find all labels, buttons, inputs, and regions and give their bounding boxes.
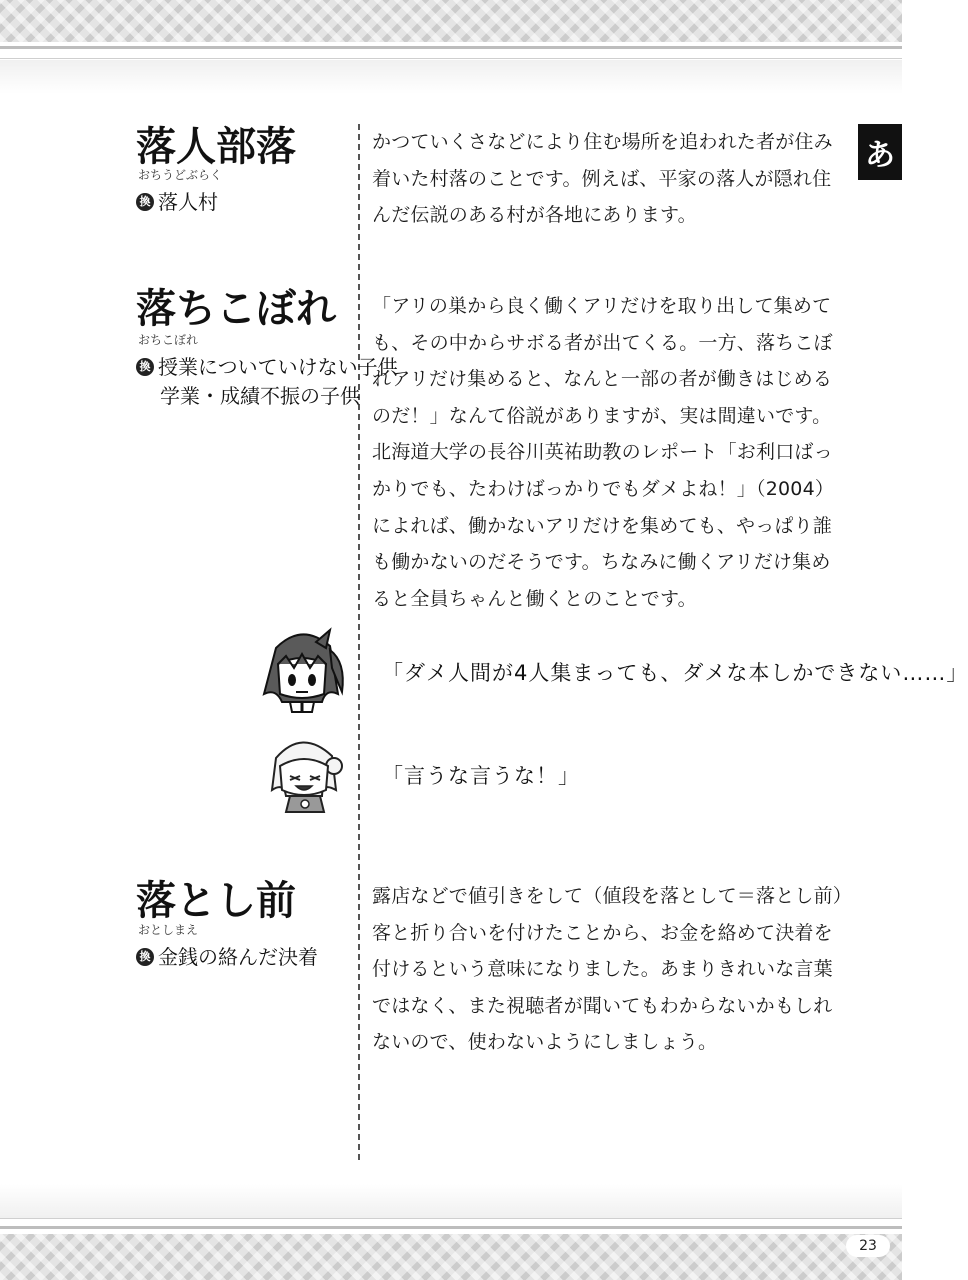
page-number: 23 <box>846 1235 890 1257</box>
entry-synonym <box>136 189 218 215</box>
entry-term: 落ちこぼれ <box>136 286 336 332</box>
dialogue-line: 「ダメ人間が4人集まっても、ダメな本しかできない……」 <box>382 661 968 685</box>
dark-haired-chibi-icon <box>256 628 348 712</box>
entry-reading: おちうどぶらく <box>138 168 223 182</box>
body-line: んだ伝説のある村が各地にあります。 <box>372 204 697 227</box>
body-line: 露店などで値引きをして（値段を落として＝落とし前） <box>372 885 853 907</box>
body-line: のだ！」なんて俗説がありますが、実は間違いです。 <box>372 404 832 427</box>
body-line: 北海道大学の長谷川英祐助教のレポート「お利口ばっ <box>372 441 833 464</box>
body-line: も、その中からサボる者が出てくる。一方、落ちこぼ <box>372 331 833 354</box>
top-rule-thin <box>0 58 902 59</box>
body-line: 付けるという意味になりました。あまりきれいな言葉 <box>372 958 833 981</box>
bottom-rule-thin <box>0 1218 902 1219</box>
synonym-mark-icon: 換 <box>136 948 154 966</box>
top-fade <box>0 60 902 94</box>
entry-synonym <box>136 944 318 970</box>
body-line: 「アリの巣から良く働くアリだけを取り出して集めて <box>372 295 832 317</box>
entry-term: 落とし前 <box>136 878 296 924</box>
synonym-text: 金銭の絡んだ決着 <box>158 945 318 969</box>
body-line: かりでも、たわけばっかりでもダメよね！」（2004） <box>372 477 835 500</box>
top-plaid-border <box>0 0 902 42</box>
bottom-fade <box>0 1184 902 1218</box>
body-line: 客と折り合いを付けたことから、お金を絡めて決着を <box>372 921 833 944</box>
body-line: かつていくさなどにより住む場所を追われた者が住み <box>372 131 833 153</box>
synonym-mark-icon: 換 <box>136 193 154 211</box>
body-line: ではなく、また視聴者が聞いてもわからないかもしれ <box>372 994 833 1017</box>
body-line: ないので、使わないようにしましょう。 <box>372 1031 718 1054</box>
body-line: 着いた村落のことです。例えば、平家の落人が隠れ住 <box>372 167 832 190</box>
synonym-text: 学業・成績不振の子供 <box>160 384 360 408</box>
synonym-mark-icon: 換 <box>136 358 154 376</box>
body-line: ると全員ちゃんと働くとのことです。 <box>372 587 697 610</box>
bottom-rule <box>0 1226 902 1229</box>
body-line: も働かないのだそうです。ちなみに働くアリだけ集め <box>372 551 831 574</box>
body-line: によれば、働かないアリだけを集めても、やっぱり誰 <box>372 514 833 537</box>
top-rule <box>0 46 902 49</box>
entry-reading: おちこぼれ <box>138 333 199 347</box>
entry-term: 落人部落 <box>136 124 296 170</box>
body-line: れアリだけ集めると、なんと一部の者が働きはじめる <box>372 368 833 391</box>
entry-body <box>372 124 856 234</box>
entry-body <box>372 288 856 617</box>
dialogue-line: 「言うな言うな！」 <box>382 764 580 788</box>
synonym-text: 落人村 <box>158 190 218 214</box>
entry-synonym-continued <box>160 383 360 409</box>
blonde-chibi-icon <box>262 730 346 812</box>
column-divider <box>358 124 360 1160</box>
synonym-text: 授業についていけない子供 <box>158 355 398 379</box>
index-tab: あ <box>858 124 902 180</box>
bottom-plaid-border <box>0 1234 902 1280</box>
entry-body <box>372 878 856 1061</box>
entry-synonym <box>136 354 398 380</box>
entry-reading: おとしまえ <box>138 923 199 937</box>
